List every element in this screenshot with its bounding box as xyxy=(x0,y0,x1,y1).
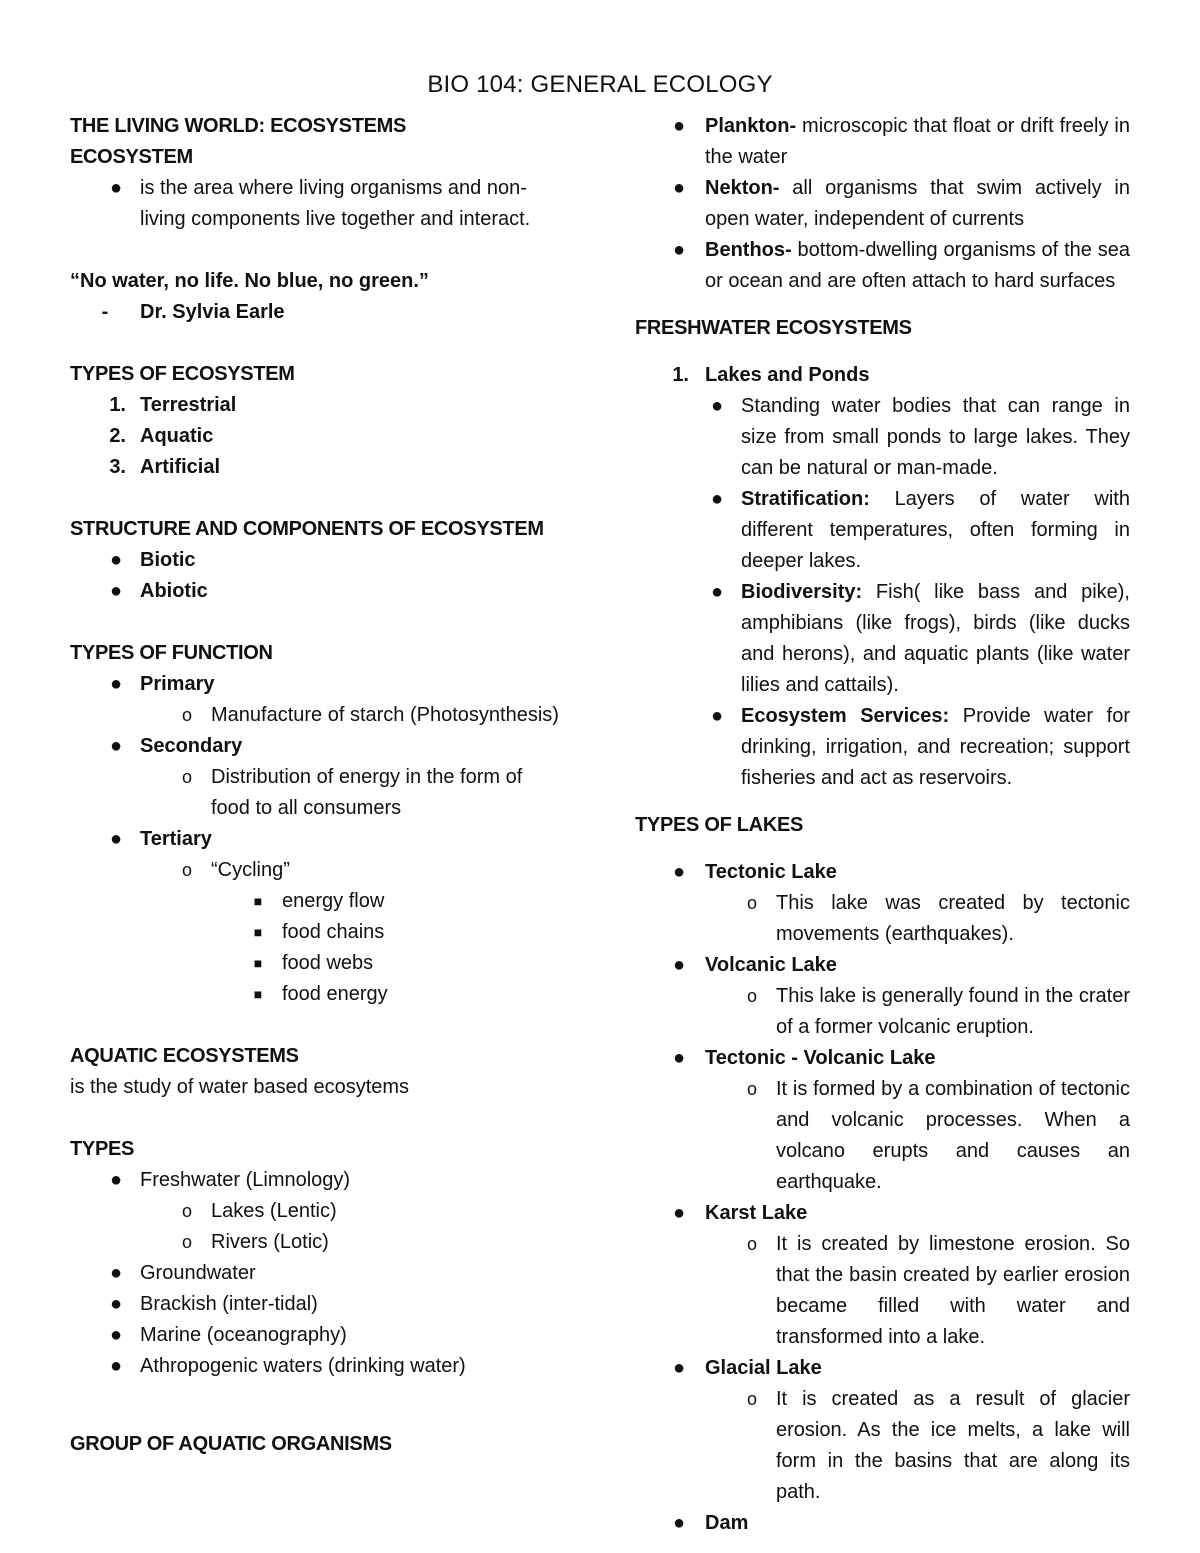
ecosystem-definition-list xyxy=(70,173,570,235)
list-item xyxy=(635,1229,1130,1353)
list-item xyxy=(70,1289,570,1320)
aquatic-definition: is the study of water based ecosytems xyxy=(70,1076,410,1098)
ecosystem-definition: is the area where living organisms and non-living components live together and interact. xyxy=(140,177,531,230)
aquatic-type: Groundwater xyxy=(140,1262,256,1284)
quote-attribution xyxy=(70,297,570,328)
left-column xyxy=(70,111,570,1460)
aquatic-subtype: Rivers (Lotic) xyxy=(211,1231,329,1253)
freshwater-list xyxy=(635,360,1130,391)
aquatic-types-list xyxy=(70,1165,570,1382)
circle-bullet-icon: o xyxy=(181,1232,192,1252)
bullet-icon: ● xyxy=(672,861,686,883)
list-item xyxy=(635,1198,1130,1229)
list-item xyxy=(70,917,570,948)
lake-type-description: It is created by limestone erosion. So that the basin created by earlier erosion became filled with water and transformed into a lake. xyxy=(776,1233,1130,1348)
list-item xyxy=(635,484,1130,577)
organism-description: bottom-dwelling organisms of the sea or ocean and are often attach to hard surfaces xyxy=(705,239,1130,292)
organism-term: Plankton- xyxy=(705,115,797,137)
organism-term: Benthos- xyxy=(705,239,792,261)
list-item xyxy=(70,1258,570,1289)
cycling-item: energy flow xyxy=(282,890,385,912)
list-item xyxy=(70,669,570,700)
list-item xyxy=(70,1227,570,1258)
bullet-icon: ● xyxy=(109,735,123,757)
function-secondary: Secondary xyxy=(140,735,243,757)
bullet-icon: ● xyxy=(710,395,724,417)
function-description: Distribution of energy in the form of food to all consumers xyxy=(211,766,523,819)
cycling-item: food webs xyxy=(282,952,374,974)
list-item xyxy=(70,1320,570,1351)
organism-description: all organisms that swim actively in open water, independent of currents xyxy=(705,177,1130,230)
lake-type-name: Dam xyxy=(705,1512,749,1534)
right-column xyxy=(635,111,1130,1539)
bullet-icon: ● xyxy=(109,177,123,199)
list-item xyxy=(635,1074,1130,1198)
bullet-icon: ● xyxy=(710,705,724,727)
circle-bullet-icon: o xyxy=(181,705,192,725)
section-heading-living-world: THE LIVING WORLD: ECOSYSTEMS xyxy=(70,115,407,137)
cycling-item: food chains xyxy=(282,921,385,943)
bullet-icon: ● xyxy=(109,1324,123,1346)
lake-point-description: Standing water bodies that can range in size from small ponds to large lakes. They can be natural or man-made. xyxy=(741,395,1130,479)
list-item: 1. Terrestrial xyxy=(109,394,237,416)
component: Abiotic xyxy=(140,580,208,602)
lake-types-list xyxy=(635,857,1130,1539)
bullet-icon: ● xyxy=(109,1355,123,1377)
list-item xyxy=(70,1196,570,1227)
square-bullet-icon: ■ xyxy=(253,955,263,971)
section-heading-group: GROUP OF AQUATIC ORGANISMS xyxy=(70,1433,392,1455)
list-item xyxy=(70,762,556,824)
cycling-item: food energy xyxy=(282,983,388,1005)
square-bullet-icon: ■ xyxy=(253,893,263,909)
list-item xyxy=(70,948,570,979)
function-primary: Primary xyxy=(140,673,215,695)
bullet-icon: ● xyxy=(109,1262,123,1284)
list-item xyxy=(635,391,1130,484)
bullet-icon: ● xyxy=(672,954,686,976)
list-item xyxy=(70,545,570,576)
circle-bullet-icon: o xyxy=(746,1079,757,1099)
bullet-icon: ● xyxy=(109,1293,123,1315)
list-item: 1. Lakes and Ponds xyxy=(672,364,870,386)
function-description: Manufacture of starch (Photosynthesis) xyxy=(211,704,559,726)
list-item: 2. Aquatic xyxy=(109,425,214,447)
lake-point-term: Stratification: xyxy=(741,488,870,510)
list-item xyxy=(70,1351,570,1382)
lake-type-name: Glacial Lake xyxy=(705,1357,822,1379)
list-item xyxy=(70,576,570,607)
quote: “No water, no life. No blue, no green.” xyxy=(70,270,429,292)
structure-list xyxy=(70,545,570,607)
lake-type-name: Volcanic Lake xyxy=(705,954,837,976)
lakes-and-ponds: Lakes and Ponds xyxy=(705,364,870,386)
section-heading-types-of-lakes: TYPES OF LAKES xyxy=(635,814,804,836)
bullet-icon: ● xyxy=(672,1202,686,1224)
lake-type-name: Tectonic Lake xyxy=(705,861,837,883)
bullet-icon: ● xyxy=(672,1047,686,1069)
list-item xyxy=(635,111,1130,173)
section-heading-structure: STRUCTURE AND COMPONENTS OF ECOSYSTEM xyxy=(70,518,544,540)
bullet-icon: ● xyxy=(109,1169,123,1191)
section-heading-aquatic: AQUATIC ECOSYSTEMS xyxy=(70,1045,299,1067)
section-heading-ecosystem: ECOSYSTEM xyxy=(70,146,193,168)
bullet-icon: ● xyxy=(109,828,123,850)
bullet-icon: ● xyxy=(672,115,686,137)
square-bullet-icon: ■ xyxy=(253,986,263,1002)
circle-bullet-icon: o xyxy=(746,1234,757,1254)
list-item xyxy=(635,857,1130,888)
aquatic-type: Athropogenic waters (drinking water) xyxy=(140,1355,466,1377)
function-list xyxy=(70,669,570,1010)
list-item xyxy=(70,173,570,235)
ecosystem-type: Aquatic xyxy=(140,425,214,447)
list-item xyxy=(635,1043,1130,1074)
list-item xyxy=(70,886,570,917)
section-heading-types: TYPES xyxy=(70,1138,135,1160)
lake-type-description: It is created as a result of glacier erosion. As the ice melts, a lake will form in the basins that are along its path. xyxy=(776,1388,1130,1503)
aquatic-subtype: Lakes (Lentic) xyxy=(211,1200,337,1222)
list-item: 3. Artificial xyxy=(109,456,221,478)
function-description: “Cycling” xyxy=(211,859,290,881)
organism-groups-list xyxy=(635,111,1130,297)
aquatic-type: Brackish (inter-tidal) xyxy=(140,1293,318,1315)
list-item xyxy=(635,173,1130,235)
bullet-icon: ● xyxy=(672,1357,686,1379)
aquatic-type: Freshwater (Limnology) xyxy=(140,1169,351,1191)
lake-point-description: Layers of water with different temperatures, often forming in deeper lakes. xyxy=(741,488,1130,572)
list-item xyxy=(70,979,570,1010)
ecosystem-type: Artificial xyxy=(140,456,221,478)
list-item xyxy=(70,1165,570,1196)
bullet-icon: ● xyxy=(710,488,724,510)
list-item xyxy=(70,824,570,855)
circle-bullet-icon: o xyxy=(746,893,757,913)
circle-bullet-icon: o xyxy=(746,1389,757,1409)
lake-type-description: It is formed by a combination of tectonic and volcanic processes. When a volcano erupts and causes an earthquake. xyxy=(776,1078,1130,1193)
section-heading-types-of-ecosystem: TYPES OF ECOSYSTEM xyxy=(70,363,295,385)
lake-point-description: Fish( like bass and pike), amphibians (like frogs), birds (like ducks and herons), and aquatic plants (like water lilies and cattails). xyxy=(741,581,1130,696)
bullet-icon: ● xyxy=(672,239,686,261)
ecosystem-types-list xyxy=(70,390,570,483)
list-item xyxy=(635,981,1130,1043)
dash-icon: - xyxy=(101,301,109,323)
circle-bullet-icon: o xyxy=(181,767,192,787)
section-heading-function: TYPES OF FUNCTION xyxy=(70,642,273,664)
lake-type-description: This lake is generally found in the crater of a former volcanic eruption. xyxy=(776,985,1130,1038)
ecosystem-type: Terrestrial xyxy=(140,394,237,416)
circle-bullet-icon: o xyxy=(181,860,192,880)
organism-description: microscopic that float or drift freely in the water xyxy=(705,115,1130,168)
bullet-icon: ● xyxy=(672,177,686,199)
circle-bullet-icon: o xyxy=(181,1201,192,1221)
circle-bullet-icon: o xyxy=(746,986,757,1006)
list-item xyxy=(70,855,570,886)
list-item xyxy=(635,1384,1130,1508)
bullet-icon: ● xyxy=(672,1512,686,1534)
organism-term: Nekton- xyxy=(705,177,780,199)
quote-author: Dr. Sylvia Earle xyxy=(140,301,285,323)
bullet-icon: ● xyxy=(109,549,123,571)
function-tertiary: Tertiary xyxy=(140,828,212,850)
list-item xyxy=(635,950,1130,981)
section-heading-freshwater: FRESHWATER ECOSYSTEMS xyxy=(635,317,912,339)
lake-type-name: Karst Lake xyxy=(705,1202,808,1224)
document-title: BIO 104: GENERAL ECOLOGY xyxy=(427,71,773,98)
lake-type-description: This lake was created by tectonic movements (earthquakes). xyxy=(776,892,1130,945)
bullet-icon: ● xyxy=(109,580,123,602)
square-bullet-icon: ■ xyxy=(253,924,263,940)
list-item xyxy=(70,731,570,762)
list-item xyxy=(635,701,1130,794)
lake-point-description: Provide water for drinking, irrigation, and recreation; support fisheries and act as reservoirs. xyxy=(741,705,1130,789)
lake-point-term: Biodiversity: xyxy=(741,581,863,603)
bullet-icon: ● xyxy=(109,673,123,695)
list-item xyxy=(635,235,1130,297)
list-item xyxy=(635,1508,1130,1539)
lake-type-name: Tectonic - Volcanic Lake xyxy=(705,1047,936,1069)
list-item xyxy=(635,888,1130,950)
aquatic-type: Marine (oceanography) xyxy=(140,1324,347,1346)
list-item xyxy=(635,577,1130,701)
bullet-icon: ● xyxy=(710,581,724,603)
lake-point-term: Ecosystem Services: xyxy=(741,705,950,727)
lakes-points-list xyxy=(635,391,1130,794)
list-item xyxy=(635,1353,1130,1384)
list-item xyxy=(70,700,570,731)
component: Biotic xyxy=(140,549,196,571)
